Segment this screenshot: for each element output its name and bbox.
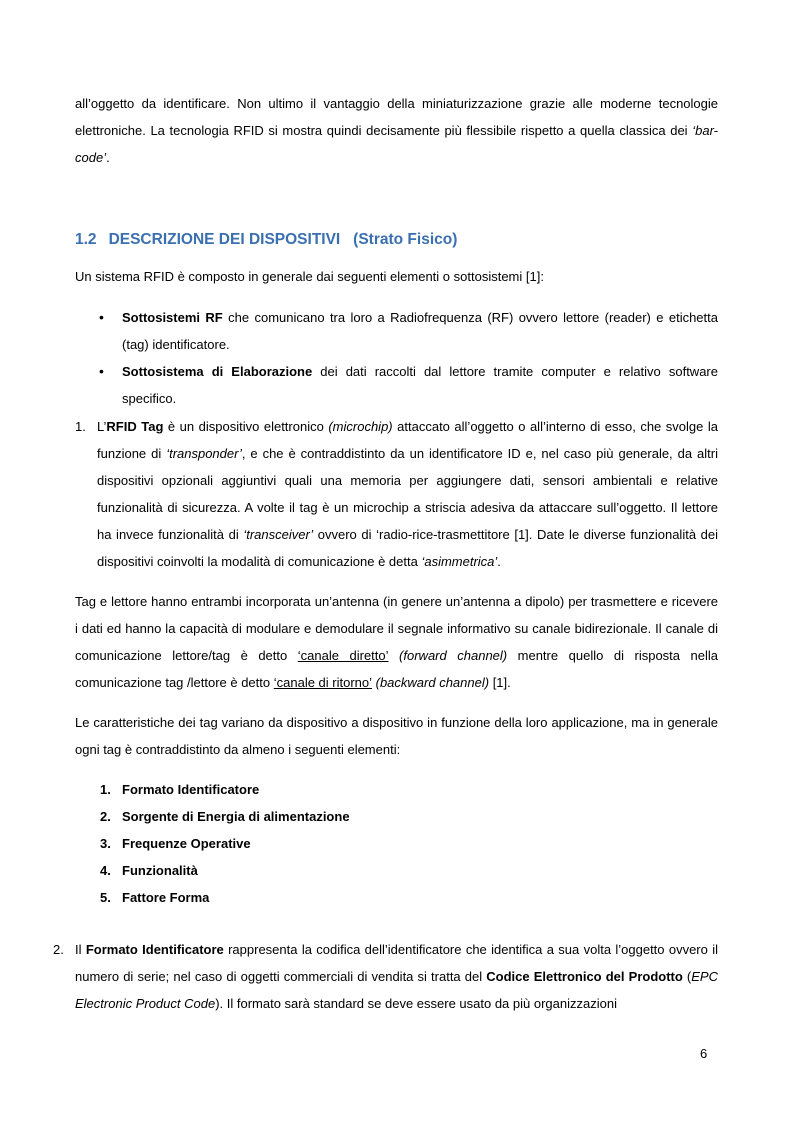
- item-number: 1.: [75, 419, 86, 434]
- item-text: L’: [97, 419, 107, 434]
- forward-channel-term: ‘canale diretto’: [297, 648, 389, 663]
- item-text: , e che è contraddistinto da un identificatore ID e, nel caso più generale, da altri dispositivi opzionali aggiuntivi quali una memoria per aggiungere dati, sensori ambientali e relative funzionalità di sicurezza. A volte il tag è un microchip a striscia adesiva da attaccare sull’oggetto. Il lettore ha invece funzionalità di: [97, 446, 718, 542]
- paragraph-text: mentre quello di risposta nella comunicazione tag /lettore è detto: [75, 648, 719, 690]
- list-label: Sorgente di Energia di alimentazione: [122, 809, 350, 824]
- bullet-dot: •: [99, 309, 104, 325]
- asimmetrica-term: ‘asimmetrica’: [421, 554, 498, 569]
- bullet-description: che comunicano tra loro a Radiofrequenza (RF) ovvero lettore (reader) e etichetta (tag) identificatore.: [122, 310, 718, 352]
- bullet-item: [75, 358, 718, 412]
- item-text: ). Il formato sarà standard se deve essere usato da più organizzazioni: [215, 996, 617, 1011]
- forward-channel-english: (forward channel): [388, 648, 508, 663]
- bullet-dot: •: [99, 363, 104, 379]
- list-item: [75, 857, 350, 884]
- item-text: (: [682, 969, 692, 984]
- rfid-tag-term: RFID Tag: [106, 419, 164, 434]
- item-number: 2.: [53, 942, 64, 957]
- intro-text: all’oggetto da identificare. Non ultimo il vantaggio della miniaturizzazione grazie alle moderne tecnologie elettroniche. La tecnologia RFID si mostra quindi decisamente più flessibile rispetto a quella classica dei: [75, 96, 718, 138]
- backward-channel-english: (backward channel): [372, 675, 490, 690]
- epc-term: Codice Elettronico del Prodotto: [486, 969, 683, 984]
- page-number: 6: [700, 1046, 708, 1061]
- list-item: [75, 830, 350, 857]
- epc-english: EPC Electronic Product Code: [75, 969, 718, 1011]
- backward-channel-term: ‘canale di ritorno’: [273, 675, 373, 690]
- intro-end: .: [106, 150, 110, 165]
- transponder-term: ‘transponder’: [166, 446, 242, 461]
- paragraph-text: Tag e lettore hanno entrambi incorporata un’antenna (in genere un’antenna a dipolo) per trasmettere e ricevere i dati ed hanno la capacità di modulare e demodulare il segnale informativo su canale bidirezionale. Il canale di comunicazione lettore/tag è detto: [75, 594, 718, 663]
- formato-term: Formato Identificatore: [85, 942, 224, 957]
- list-label: Frequenze Operative: [122, 836, 251, 851]
- paragraph-text: Le caratteristiche dei tag variano da dispositivo a dispositivo in funzione della loro applicazione, ma in generale ogni tag è contraddistinto da almeno i seguenti elementi:: [75, 715, 718, 757]
- bullet-term: Sottosistema di Elaborazione: [122, 364, 313, 379]
- item-text: Il: [75, 942, 86, 957]
- antenna-paragraph: [75, 588, 718, 696]
- list-label: Fattore Forma: [122, 890, 210, 905]
- bullet-item: [75, 304, 718, 358]
- list-item: [75, 803, 350, 830]
- numbered-item-rfid-tag: [75, 413, 718, 575]
- intro-paragraph: [75, 90, 718, 171]
- bullet-term: Sottosistemi RF: [122, 310, 223, 325]
- item-text: è un dispositivo elettronico: [163, 419, 329, 434]
- transceiver-term: ‘transceiver’: [243, 527, 314, 542]
- microchip-term: (microchip): [328, 419, 393, 434]
- section-heading: [75, 230, 718, 250]
- section-subtitle: (Strato Fisico): [353, 231, 458, 248]
- list-number: 2.: [100, 809, 111, 824]
- list-number: 1.: [100, 782, 111, 797]
- characteristics-paragraph: [75, 709, 718, 763]
- tag-elements-list: [75, 776, 350, 911]
- list-item: [75, 884, 350, 911]
- subsystem-bullet-list: [75, 304, 718, 412]
- item-text: attaccato all’oggetto o all’interno di esso, che svolge la funzione di: [97, 419, 718, 461]
- section-title: DESCRIZIONE DEI DISPOSITIVI: [108, 231, 341, 248]
- bullet-description: dei dati raccolti dal lettore tramite computer e relativo software specifico.: [122, 364, 718, 406]
- lead-paragraph: [75, 263, 718, 290]
- lead-text: Un sistema RFID è composto in generale dai seguenti elementi o sottosistemi [1]:: [75, 269, 544, 284]
- item-text: rappresenta la codifica dell’identificatore che identifica a sua volta l’oggetto ovvero il numero di serie; nel caso di oggetti commerciali di vendita si tratta del: [75, 942, 718, 984]
- paragraph-text: [1].: [489, 675, 511, 690]
- list-number: 3.: [100, 836, 111, 851]
- numbered-item-formato: [53, 936, 718, 1017]
- list-label: Funzionalità: [122, 863, 198, 878]
- item-text: .: [497, 554, 501, 569]
- section-number: 1.2: [75, 231, 97, 248]
- list-number: 5.: [100, 890, 111, 905]
- intro-barcode-term: ‘bar-code’: [75, 123, 718, 165]
- list-number: 4.: [100, 863, 111, 878]
- item-text: ovvero di ‘radio-rice-trasmettitore [1]. Date le diverse funzionalità dei dispositivi coinvolti la modalità di comunicazione è detta: [97, 527, 718, 569]
- list-item: [75, 776, 350, 803]
- list-label: Formato Identificatore: [122, 782, 260, 797]
